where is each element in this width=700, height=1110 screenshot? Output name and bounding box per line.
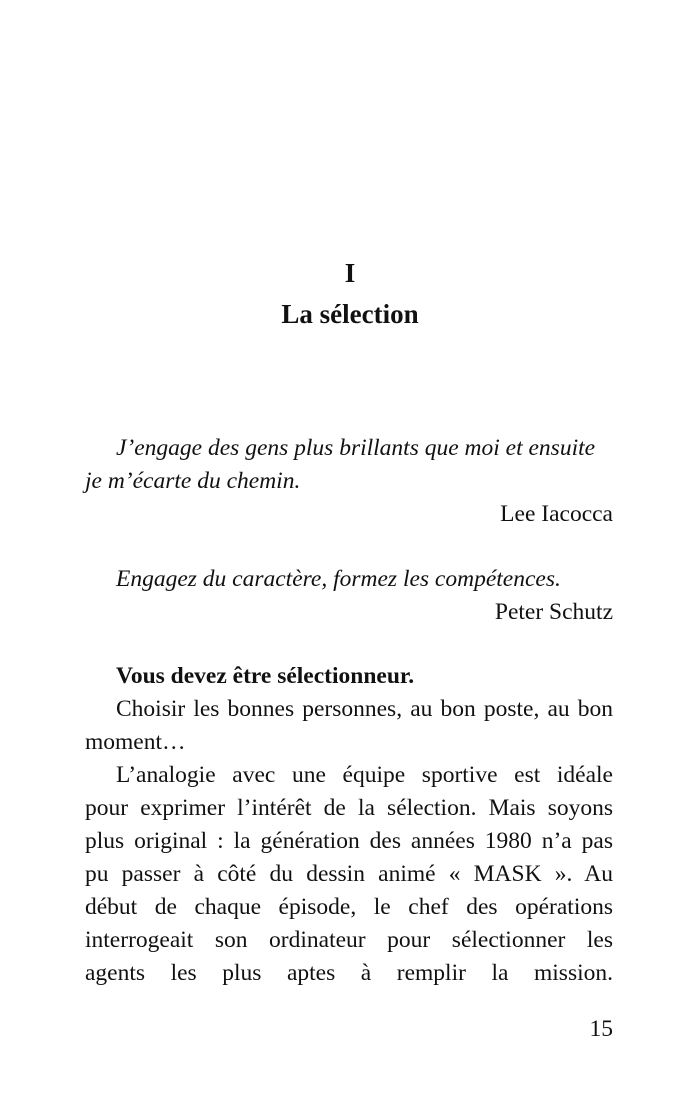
paragraph-line: début de chaque épisode, le chef des opérations (85, 894, 613, 920)
epigraph (85, 432, 613, 531)
epigraph (85, 563, 613, 629)
paragraph-line: plus original : la génération des années 1980 n’a pas (85, 828, 613, 854)
paragraph-line: Choisir les bonnes personnes, au bon poste, au bon (116, 696, 613, 722)
epigraph-line: Engagez du caractère, formez les compétences. (116, 566, 561, 592)
epigraph-line: J’engage des gens plus brillants que moi et ensuite (116, 435, 596, 461)
paragraph-line: interrogeait son ordinateur pour sélectionner les (85, 927, 613, 953)
epigraph-author: Lee Iacocca (500, 501, 613, 527)
paragraph-line: moment… (85, 729, 186, 755)
epigraph-author: Peter Schutz (494, 599, 613, 625)
paragraph-line: agents les plus aptes à remplir la mission. (85, 960, 613, 986)
body-text (85, 660, 613, 990)
paragraph-line: L’analogie avec une équipe sportive est idéale (116, 762, 613, 788)
chapter-title: La sélection (281, 299, 419, 329)
section-heading: Vous devez être sélectionneur. (116, 663, 415, 689)
paragraph-line: pour exprimer l’intérêt de la sélection. Mais soyons (85, 795, 613, 821)
paragraph-line: pu passer à côté du dessin animé « MASK ». Au (85, 861, 613, 887)
chapter-number: I (344, 258, 356, 288)
epigraph-line: je m’écarte du chemin. (85, 468, 301, 494)
page-number: 15 (589, 1016, 613, 1042)
